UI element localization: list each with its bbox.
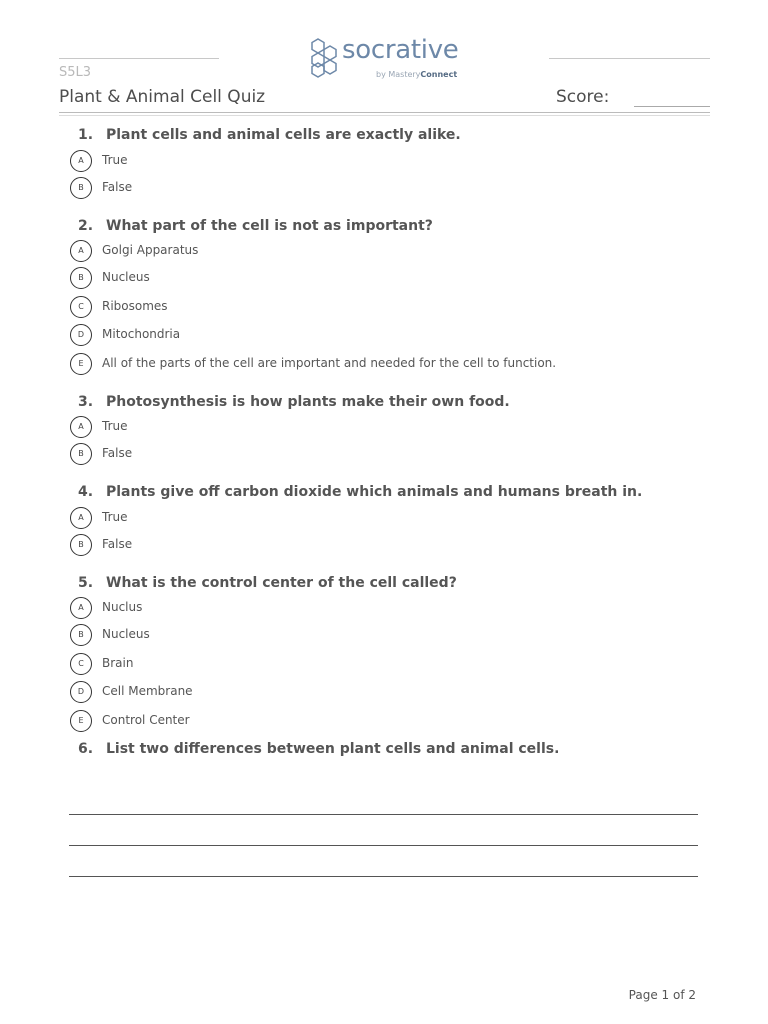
answer-text: Control Center <box>102 713 190 727</box>
answer-bubble[interactable]: B <box>70 443 92 465</box>
header-rule-left <box>59 58 219 59</box>
answer-option-2a[interactable] <box>0 240 768 264</box>
answer-option-4b[interactable] <box>0 534 768 558</box>
answer-text: True <box>102 510 128 524</box>
score-blank <box>634 106 710 107</box>
answer-text: Nucleus <box>102 627 150 641</box>
question-number: 6. <box>78 741 94 757</box>
answer-bubble[interactable]: E <box>70 353 92 375</box>
answer-option-5a[interactable] <box>0 597 768 621</box>
answer-text: Ribosomes <box>102 299 168 313</box>
page-number: Page 1 of 2 <box>628 988 696 1002</box>
answer-option-3a[interactable] <box>0 416 768 440</box>
answer-bubble[interactable]: B <box>70 534 92 556</box>
quiz-title: Plant & Animal Cell Quiz <box>59 87 266 107</box>
answer-text: Golgi Apparatus <box>102 243 199 257</box>
question-text: What part of the cell is not as important? <box>106 218 433 234</box>
answer-text: Mitochondria <box>102 327 181 341</box>
answer-text: Nucleus <box>102 270 150 284</box>
answer-text: False <box>102 180 133 194</box>
answer-option-1b[interactable] <box>0 177 768 201</box>
answer-bubble[interactable]: A <box>70 240 92 262</box>
socrative-logo <box>306 37 466 83</box>
answer-option-5c[interactable] <box>0 653 768 677</box>
header-rule-right <box>549 58 710 59</box>
answer-option-5b[interactable] <box>0 624 768 648</box>
answer-option-2c[interactable] <box>0 296 768 320</box>
header-divider <box>59 112 710 113</box>
brand-tagline: by MasteryConnect <box>376 70 458 79</box>
question-text: List two differences between plant cells and animal cells. <box>106 741 560 757</box>
answer-bubble[interactable]: A <box>70 416 92 438</box>
answer-text: All of the parts of the cell are important and needed for the cell to function. <box>102 356 557 370</box>
question-number: 4. <box>78 484 94 500</box>
answer-text: Cell Membrane <box>102 684 193 698</box>
question-number: 5. <box>78 575 94 591</box>
answer-line[interactable] <box>69 876 698 877</box>
answer-text: Nuclus <box>102 600 143 614</box>
answer-text: False <box>102 537 133 551</box>
question-number: 1. <box>78 127 94 143</box>
answer-text: False <box>102 446 133 460</box>
answer-option-4a[interactable] <box>0 507 768 531</box>
answer-bubble[interactable]: B <box>70 267 92 289</box>
answer-bubble[interactable]: A <box>70 597 92 619</box>
answer-option-2e[interactable] <box>0 353 768 377</box>
answer-option-3b[interactable] <box>0 443 768 467</box>
answer-text: True <box>102 153 128 167</box>
question-text: What is the control center of the cell called? <box>106 575 457 591</box>
answer-line[interactable] <box>69 814 698 815</box>
question-text: Plant cells and animal cells are exactly alike. <box>106 127 461 143</box>
header-divider-2 <box>59 115 710 116</box>
answer-text: Brain <box>102 656 134 670</box>
answer-option-5d[interactable] <box>0 681 768 705</box>
answer-bubble[interactable]: C <box>70 296 92 318</box>
hexagon-logo-icon <box>306 37 342 79</box>
question-text: Photosynthesis is how plants make their own food. <box>106 394 510 410</box>
answer-option-2d[interactable] <box>0 324 768 348</box>
question-text: Plants give off carbon dioxide which animals and humans breath in. <box>106 484 643 500</box>
answer-bubble[interactable]: B <box>70 177 92 199</box>
answer-bubble[interactable]: E <box>70 710 92 732</box>
answer-text: True <box>102 419 128 433</box>
brand-name: socrative <box>342 35 459 65</box>
question-number: 2. <box>78 218 94 234</box>
answer-line[interactable] <box>69 845 698 846</box>
answer-bubble[interactable]: D <box>70 681 92 703</box>
question-number: 3. <box>78 394 94 410</box>
answer-bubble[interactable]: D <box>70 324 92 346</box>
answer-bubble[interactable]: A <box>70 507 92 529</box>
answer-bubble[interactable]: C <box>70 653 92 675</box>
quiz-code: S5L3 <box>59 65 92 80</box>
answer-bubble[interactable]: B <box>70 624 92 646</box>
score-label: Score: <box>556 87 610 107</box>
answer-option-1a[interactable] <box>0 150 768 174</box>
answer-bubble[interactable]: A <box>70 150 92 172</box>
answer-option-5e[interactable] <box>0 710 768 734</box>
answer-option-2b[interactable] <box>0 267 768 291</box>
